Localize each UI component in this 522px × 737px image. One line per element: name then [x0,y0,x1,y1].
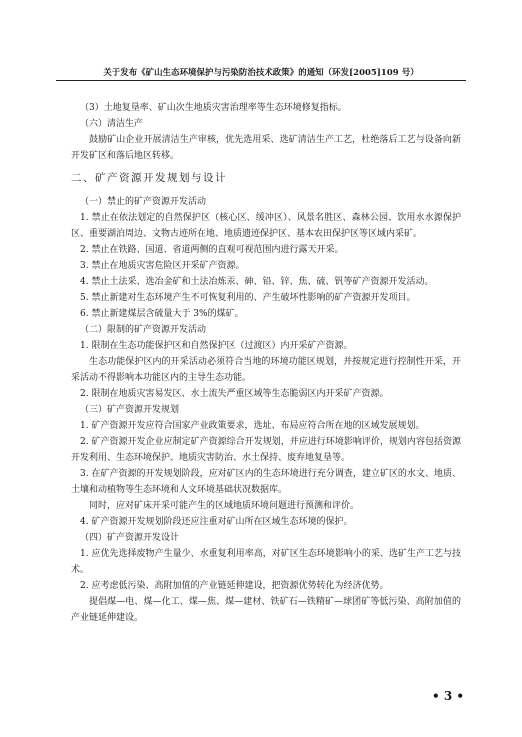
paragraph: 2. 应考虑低污染、高附加值的产业链延伸建设，把资源优势转化为经济优势。 [80,581,389,591]
paragraph: 2. 矿产资源开发企业应制定矿产资源综合开发规划，并应进行环境影响评价，规划内容包括资源开发利用、生态环境保护、地质灾害防治、水土保持、废弃地复垦等。 [71,437,461,463]
paragraph: 2. 禁止在铁路、国道、省道两侧的直观可视范围内进行露天开采。 [80,245,344,255]
page-number: • 3 • [432,689,465,703]
document-body [71,100,461,626]
paragraph: 鼓励矿山企业开展清洁生产审核，优先选用采、选矿清洁生产工艺，杜绝落后工艺与设备向新开发矿区和落后地区转移。 [71,135,461,161]
header-rule [56,80,466,81]
section-heading: （三）矿产资源开发规划 [80,405,180,415]
section-heading: （四）矿产资源开发设计 [80,533,180,543]
paragraph: 5. 禁止新建对生态环境产生不可恢复利用的、产生破坏性影响的矿产资源开发项目。 [80,293,416,303]
paragraph: 1. 限制在生态功能保护区和自然保护区（过渡区）内开采矿产资源。 [80,341,353,351]
paragraph: 1. 应优先选择废物产生量少、水重复利用率高，对矿区生态环境影响小的采、选矿生产工艺与技术。 [71,549,461,575]
paragraph: 6. 禁止新建煤层含硫量大于 3%的煤矿。 [80,309,244,319]
section-heading: （六）清洁生产 [80,119,144,129]
paragraph: 提倡煤—电、煤—化工、煤—焦、煤—建材、铁矿石—铁精矿—球团矿等低污染、高附加值的产业链延伸建设。 [71,597,461,623]
paragraph: （3）土地复垦率、矿山次生地质灾害治理率等生态环境修复指标。 [80,103,347,113]
paragraph: 2. 限制在地质灾害易发区、水土流失严重区域等生态脆弱区内开采矿产资源。 [80,389,389,399]
paragraph: 1. 禁止在依法划定的自然保护区（核心区、缓冲区）、风景名胜区、森林公园、饮用水水源保护区、重要湖泊周边、文物古迹所在地、地质遗迹保护区、基本农田保护区等区域内采矿。 [71,213,461,239]
paragraph: 生态功能保护区内的开采活动必须符合当地的环境功能区规划，并按规定进行控制性开采，开采活动不得影响本功能区内的主导生态功能。 [71,357,461,383]
header-title: 关于发布《矿山生态环境保护与污染防治技术政策》的通知（环发[2005]109 号） [103,67,419,77]
paragraph: 1. 矿产资源开发应符合国家产业政策要求，选址、布局应符合所在地的区域发展规划。 [80,421,425,431]
section-heading: （一）禁止的矿产资源开发活动 [80,197,207,207]
paragraph: 同时，应对矿床开采可能产生的区域地质环境问题进行预测和评价。 [89,501,360,511]
paragraph: 4. 禁止土法采、选冶金矿和土法冶炼汞、砷、铅、锌、焦、硫、钒等矿产资源开发活动。 [80,277,434,287]
paragraph: 3. 在矿产资源的开发规划阶段，应对矿区内的生态环境进行充分调查，建立矿区的水文、地质、土壤和动植物等生态环境和人文环境基础状况数据库。 [71,469,461,495]
paragraph: 4. 矿产资源开发规划阶段还应注重对矿山所在区域生态环境的保护。 [80,517,353,527]
chapter-heading: 二、矿产资源开发规划与设计 [71,172,227,184]
section-heading: （二）限制的矿产资源开发活动 [80,325,207,335]
paragraph: 3. 禁止在地质灾害危险区开采矿产资源。 [80,261,245,271]
